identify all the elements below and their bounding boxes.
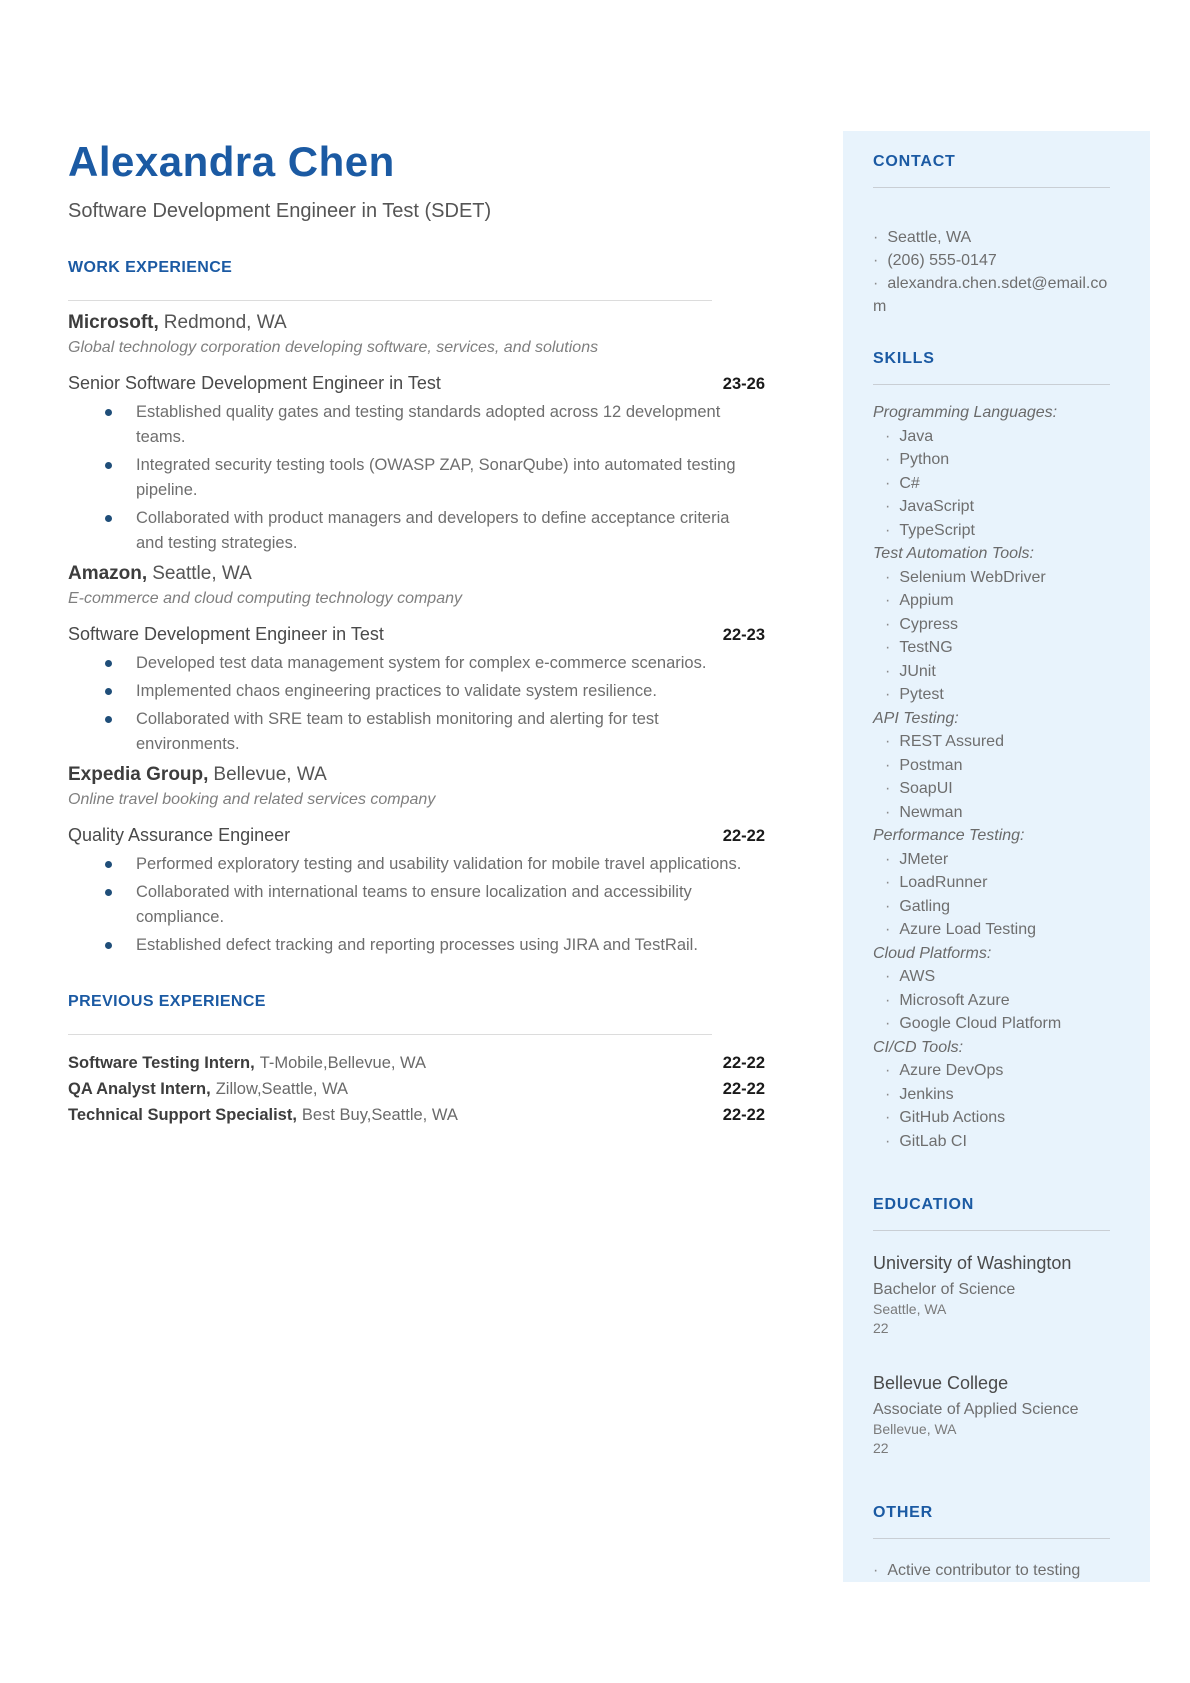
previous-role-title: QA Analyst Intern, bbox=[68, 1080, 211, 1098]
previous-role-title: Technical Support Specialist, bbox=[68, 1106, 297, 1124]
skill-item bbox=[873, 566, 1110, 590]
dot-icon: · bbox=[885, 733, 891, 750]
dot-icon: · bbox=[885, 921, 891, 938]
skill-category-label: Performance Testing: bbox=[873, 827, 1025, 844]
skill-category-label: Programming Languages: bbox=[873, 404, 1058, 421]
previous-role-company: Best Buy,Seattle, WA bbox=[301, 1106, 458, 1124]
skill-item bbox=[873, 425, 1110, 449]
skill-item bbox=[873, 660, 1110, 684]
bullet-text: Collaborated with international teams to ensure localization and accessibility compliance. bbox=[136, 883, 692, 926]
previous-role-dates: 22-22 bbox=[722, 1080, 765, 1098]
previous-experience-section bbox=[68, 992, 765, 1128]
dot-icon: · bbox=[885, 780, 891, 797]
bullet-text: Performed exploratory testing and usability validation for mobile travel applications. bbox=[136, 855, 742, 873]
other-heading: OTHER bbox=[873, 1504, 933, 1521]
role-row bbox=[68, 622, 765, 646]
bullet-list bbox=[68, 651, 765, 757]
contact-list bbox=[873, 226, 1110, 318]
sidebar-divider bbox=[873, 1538, 1110, 1539]
skill-item bbox=[873, 918, 1110, 942]
previous-role-title: Software Testing Intern, bbox=[68, 1054, 255, 1072]
bullet-icon bbox=[105, 942, 112, 949]
section-divider bbox=[68, 300, 712, 301]
skill-item bbox=[873, 472, 1110, 496]
previous-role-row bbox=[68, 1102, 765, 1128]
dot-icon: · bbox=[885, 1062, 891, 1079]
dot-icon: · bbox=[885, 803, 891, 821]
bullet-item bbox=[68, 880, 765, 930]
sidebar-content bbox=[843, 131, 1150, 1582]
skill-item bbox=[873, 495, 1110, 519]
dot-icon: · bbox=[885, 874, 891, 891]
skills-list bbox=[873, 401, 1110, 1153]
company-description: Online travel booking and related services company bbox=[68, 791, 436, 808]
skill-item bbox=[873, 1083, 1110, 1107]
school-location: Bellevue, WA bbox=[873, 1421, 957, 1437]
skill-item bbox=[873, 965, 1110, 989]
education-heading: EDUCATION bbox=[873, 1196, 975, 1213]
school-location: Seattle, WA bbox=[873, 1301, 947, 1317]
skill-item bbox=[873, 730, 1110, 754]
sidebar-divider bbox=[873, 384, 1110, 385]
skill-category-label: Cloud Platforms: bbox=[873, 944, 992, 962]
bullet-list bbox=[68, 400, 765, 556]
dot-icon: · bbox=[873, 1562, 879, 1579]
bullet-icon bbox=[105, 462, 112, 469]
dot-icon: · bbox=[885, 592, 891, 609]
dot-icon: · bbox=[873, 229, 879, 246]
skill-item bbox=[873, 871, 1110, 895]
previous-role-dates: 22-22 bbox=[722, 1106, 765, 1124]
dot-icon: · bbox=[885, 897, 891, 915]
skill-item-text: Jenkins bbox=[899, 1085, 954, 1103]
dot-icon: · bbox=[885, 1132, 891, 1150]
bullet-icon bbox=[105, 409, 112, 416]
previous-role-dates: 22-22 bbox=[722, 1054, 765, 1072]
skill-item-text: REST Assured bbox=[899, 733, 1004, 750]
skill-item-text: Azure Load Testing bbox=[899, 921, 1037, 938]
other-item-text: Active contributor to testing bbox=[887, 1562, 1081, 1579]
skill-group bbox=[873, 942, 1110, 1036]
skill-category-label: Test Automation Tools: bbox=[873, 545, 1034, 562]
skill-item-text: SoapUI bbox=[899, 780, 953, 797]
skill-item bbox=[873, 613, 1110, 637]
company-location: Bellevue, WA bbox=[213, 764, 327, 785]
other-item bbox=[873, 1559, 1110, 1582]
skill-item bbox=[873, 895, 1110, 919]
company-name: Amazon, bbox=[68, 563, 148, 584]
school-year: 22 bbox=[873, 1440, 889, 1456]
bullet-item bbox=[68, 453, 765, 503]
company-name: Microsoft, bbox=[68, 312, 159, 333]
skill-item-text: Cypress bbox=[899, 615, 959, 633]
sidebar-divider bbox=[873, 1230, 1110, 1231]
skill-item-text: Azure DevOps bbox=[899, 1062, 1004, 1079]
bullet-icon bbox=[105, 515, 112, 522]
skill-item bbox=[873, 448, 1110, 472]
page-title: Alexandra Chen bbox=[68, 138, 395, 185]
previous-role-row bbox=[68, 1050, 765, 1076]
skill-group bbox=[873, 824, 1110, 942]
contact-heading: CONTACT bbox=[873, 153, 956, 170]
skill-item-text: JUnit bbox=[899, 662, 936, 680]
section-divider bbox=[68, 1034, 712, 1035]
skill-item bbox=[873, 1012, 1110, 1036]
dot-icon: · bbox=[885, 850, 891, 868]
bullet-text: Collaborated with product managers and developers to define acceptance criteria and testing strategies. bbox=[136, 509, 730, 552]
skill-item-text: JavaScript bbox=[899, 498, 975, 515]
company-location: Redmond, WA bbox=[163, 312, 287, 333]
dot-icon: · bbox=[885, 474, 891, 492]
company-block-microsoft bbox=[68, 310, 765, 556]
dot-icon: · bbox=[873, 252, 879, 269]
skill-item-text: Pytest bbox=[899, 686, 944, 703]
skill-item bbox=[873, 1059, 1110, 1083]
skill-item-text: TypeScript bbox=[899, 521, 975, 539]
bullet-icon bbox=[105, 688, 112, 695]
company-block-expedia bbox=[68, 762, 765, 958]
education-entry bbox=[873, 1371, 1110, 1458]
role-title: Software Development Engineer in Test bbox=[68, 624, 384, 644]
role-title: Senior Software Development Engineer in Test bbox=[68, 373, 441, 393]
bullet-item bbox=[68, 679, 765, 704]
skill-item-text: LoadRunner bbox=[899, 874, 988, 891]
company-header bbox=[68, 561, 765, 586]
contact-item-text: (206) 555-0147 bbox=[887, 252, 997, 269]
company-header bbox=[68, 762, 765, 787]
skill-item bbox=[873, 1106, 1110, 1130]
skill-item-text: Appium bbox=[899, 592, 954, 609]
dot-icon: · bbox=[885, 1085, 891, 1103]
skill-item bbox=[873, 1130, 1110, 1154]
role-title: Quality Assurance Engineer bbox=[68, 825, 291, 845]
skill-item bbox=[873, 989, 1110, 1013]
previous-experience-list bbox=[68, 1050, 765, 1128]
dot-icon: · bbox=[885, 756, 891, 774]
role-dates: 23-26 bbox=[722, 375, 765, 393]
skill-item bbox=[873, 519, 1110, 543]
skill-item bbox=[873, 801, 1110, 825]
bullet-text: Established quality gates and testing standards adopted across 12 development teams. bbox=[136, 403, 721, 446]
bullet-item bbox=[68, 707, 765, 757]
skill-item-text: C# bbox=[899, 474, 920, 492]
role-dates: 22-22 bbox=[722, 827, 765, 845]
dot-icon: · bbox=[885, 1015, 891, 1032]
dot-icon: · bbox=[885, 662, 891, 680]
education-entry bbox=[873, 1251, 1110, 1338]
school-degree: Associate of Applied Science bbox=[873, 1401, 1079, 1418]
company-description: E-commerce and cloud computing technology company bbox=[68, 590, 462, 607]
main-column bbox=[68, 138, 765, 1128]
contact-item-text: alexandra.chen.sdet@email.com bbox=[873, 275, 1108, 315]
dot-icon: · bbox=[885, 498, 891, 515]
school-name: University of Washington bbox=[873, 1253, 1072, 1273]
skill-item-text: GitLab CI bbox=[899, 1132, 967, 1150]
spacer bbox=[873, 318, 1110, 349]
company-location: Seattle, WA bbox=[152, 563, 252, 584]
skill-item-text: TestNG bbox=[899, 639, 953, 656]
sidebar-divider bbox=[873, 187, 1110, 188]
skill-category-label: CI/CD Tools: bbox=[873, 1038, 964, 1056]
dot-icon: · bbox=[885, 639, 891, 656]
skills-heading: SKILLS bbox=[873, 350, 935, 367]
skill-item-text: Newman bbox=[899, 803, 963, 821]
dot-icon: · bbox=[885, 686, 891, 703]
skill-item-text: JMeter bbox=[899, 850, 949, 868]
bullet-item bbox=[68, 933, 765, 958]
other-list bbox=[873, 1559, 1110, 1582]
skill-group bbox=[873, 542, 1110, 707]
company-header bbox=[68, 310, 765, 335]
skill-group bbox=[873, 707, 1110, 825]
dot-icon: · bbox=[885, 968, 891, 985]
school-year: 22 bbox=[873, 1320, 889, 1336]
bullet-icon bbox=[105, 861, 112, 868]
dot-icon: · bbox=[885, 1109, 891, 1126]
skill-item-text: Postman bbox=[899, 756, 963, 774]
skill-item bbox=[873, 777, 1110, 801]
skill-group bbox=[873, 1036, 1110, 1154]
skill-item-text: Microsoft Azure bbox=[899, 991, 1010, 1009]
skill-item-text: Selenium WebDriver bbox=[899, 568, 1046, 586]
role-row bbox=[68, 371, 765, 395]
dot-icon: · bbox=[885, 521, 891, 539]
company-description: Global technology corporation developing software, services, and solutions bbox=[68, 339, 599, 356]
skill-item-text: Google Cloud Platform bbox=[899, 1015, 1062, 1032]
skill-item bbox=[873, 754, 1110, 778]
bullet-item bbox=[68, 852, 765, 877]
skill-group bbox=[873, 401, 1110, 542]
spacer bbox=[873, 1153, 1110, 1195]
company-name: Expedia Group, bbox=[68, 764, 209, 785]
skill-item bbox=[873, 636, 1110, 660]
contact-item bbox=[873, 226, 1110, 249]
skill-item-text: Gatling bbox=[899, 897, 951, 915]
bullet-icon bbox=[105, 660, 112, 667]
work-experience-heading: WORK EXPERIENCE bbox=[68, 259, 233, 276]
dot-icon: · bbox=[885, 451, 891, 468]
contact-item bbox=[873, 249, 1110, 272]
bullet-list bbox=[68, 852, 765, 958]
skill-category-label: API Testing: bbox=[873, 709, 959, 727]
bullet-item bbox=[68, 506, 765, 556]
role-dates: 22-23 bbox=[722, 626, 765, 644]
bullet-text: Implemented chaos engineering practices to validate system resilience. bbox=[136, 682, 657, 700]
role-row bbox=[68, 823, 765, 847]
school-degree: Bachelor of Science bbox=[873, 1281, 1016, 1298]
spacer bbox=[873, 1491, 1110, 1503]
contact-item bbox=[873, 272, 1110, 318]
education-list bbox=[873, 1251, 1110, 1458]
bullet-text: Established defect tracking and reporting processes using JIRA and TestRail. bbox=[136, 936, 698, 954]
bullet-icon bbox=[105, 716, 112, 723]
job-subtitle: Software Development Engineer in Test (SDET) bbox=[68, 200, 492, 222]
previous-role-company: Zillow,Seattle, WA bbox=[215, 1080, 349, 1098]
dot-icon: · bbox=[885, 427, 891, 445]
dot-icon: · bbox=[885, 615, 891, 633]
dot-icon: · bbox=[873, 275, 879, 292]
previous-role-row bbox=[68, 1076, 765, 1102]
previous-role-company: T-Mobile,Bellevue, WA bbox=[259, 1054, 426, 1072]
dot-icon: · bbox=[885, 568, 891, 586]
skill-item-text: Java bbox=[899, 427, 934, 445]
bullet-icon bbox=[105, 889, 112, 896]
skill-item-text: GitHub Actions bbox=[899, 1109, 1006, 1126]
contact-item-text: Seattle, WA bbox=[887, 229, 972, 246]
skill-item bbox=[873, 683, 1110, 707]
skill-item-text: Python bbox=[899, 451, 950, 468]
sidebar bbox=[843, 131, 1150, 1582]
previous-experience-heading: PREVIOUS EXPERIENCE bbox=[68, 993, 266, 1010]
bullet-text: Developed test data management system for complex e-commerce scenarios. bbox=[136, 654, 707, 672]
bullet-text: Integrated security testing tools (OWASP ZAP, SonarQube) into automated testing pipeline. bbox=[136, 456, 736, 499]
bullet-item bbox=[68, 651, 765, 676]
skill-item bbox=[873, 589, 1110, 613]
skill-item-text: AWS bbox=[899, 968, 936, 985]
company-block-amazon bbox=[68, 561, 765, 757]
school-name: Bellevue College bbox=[873, 1373, 1009, 1393]
bullet-item bbox=[68, 400, 765, 450]
dot-icon: · bbox=[885, 991, 891, 1009]
bullet-text: Collaborated with SRE team to establish monitoring and alerting for test environments. bbox=[136, 710, 659, 753]
skill-item bbox=[873, 848, 1110, 872]
